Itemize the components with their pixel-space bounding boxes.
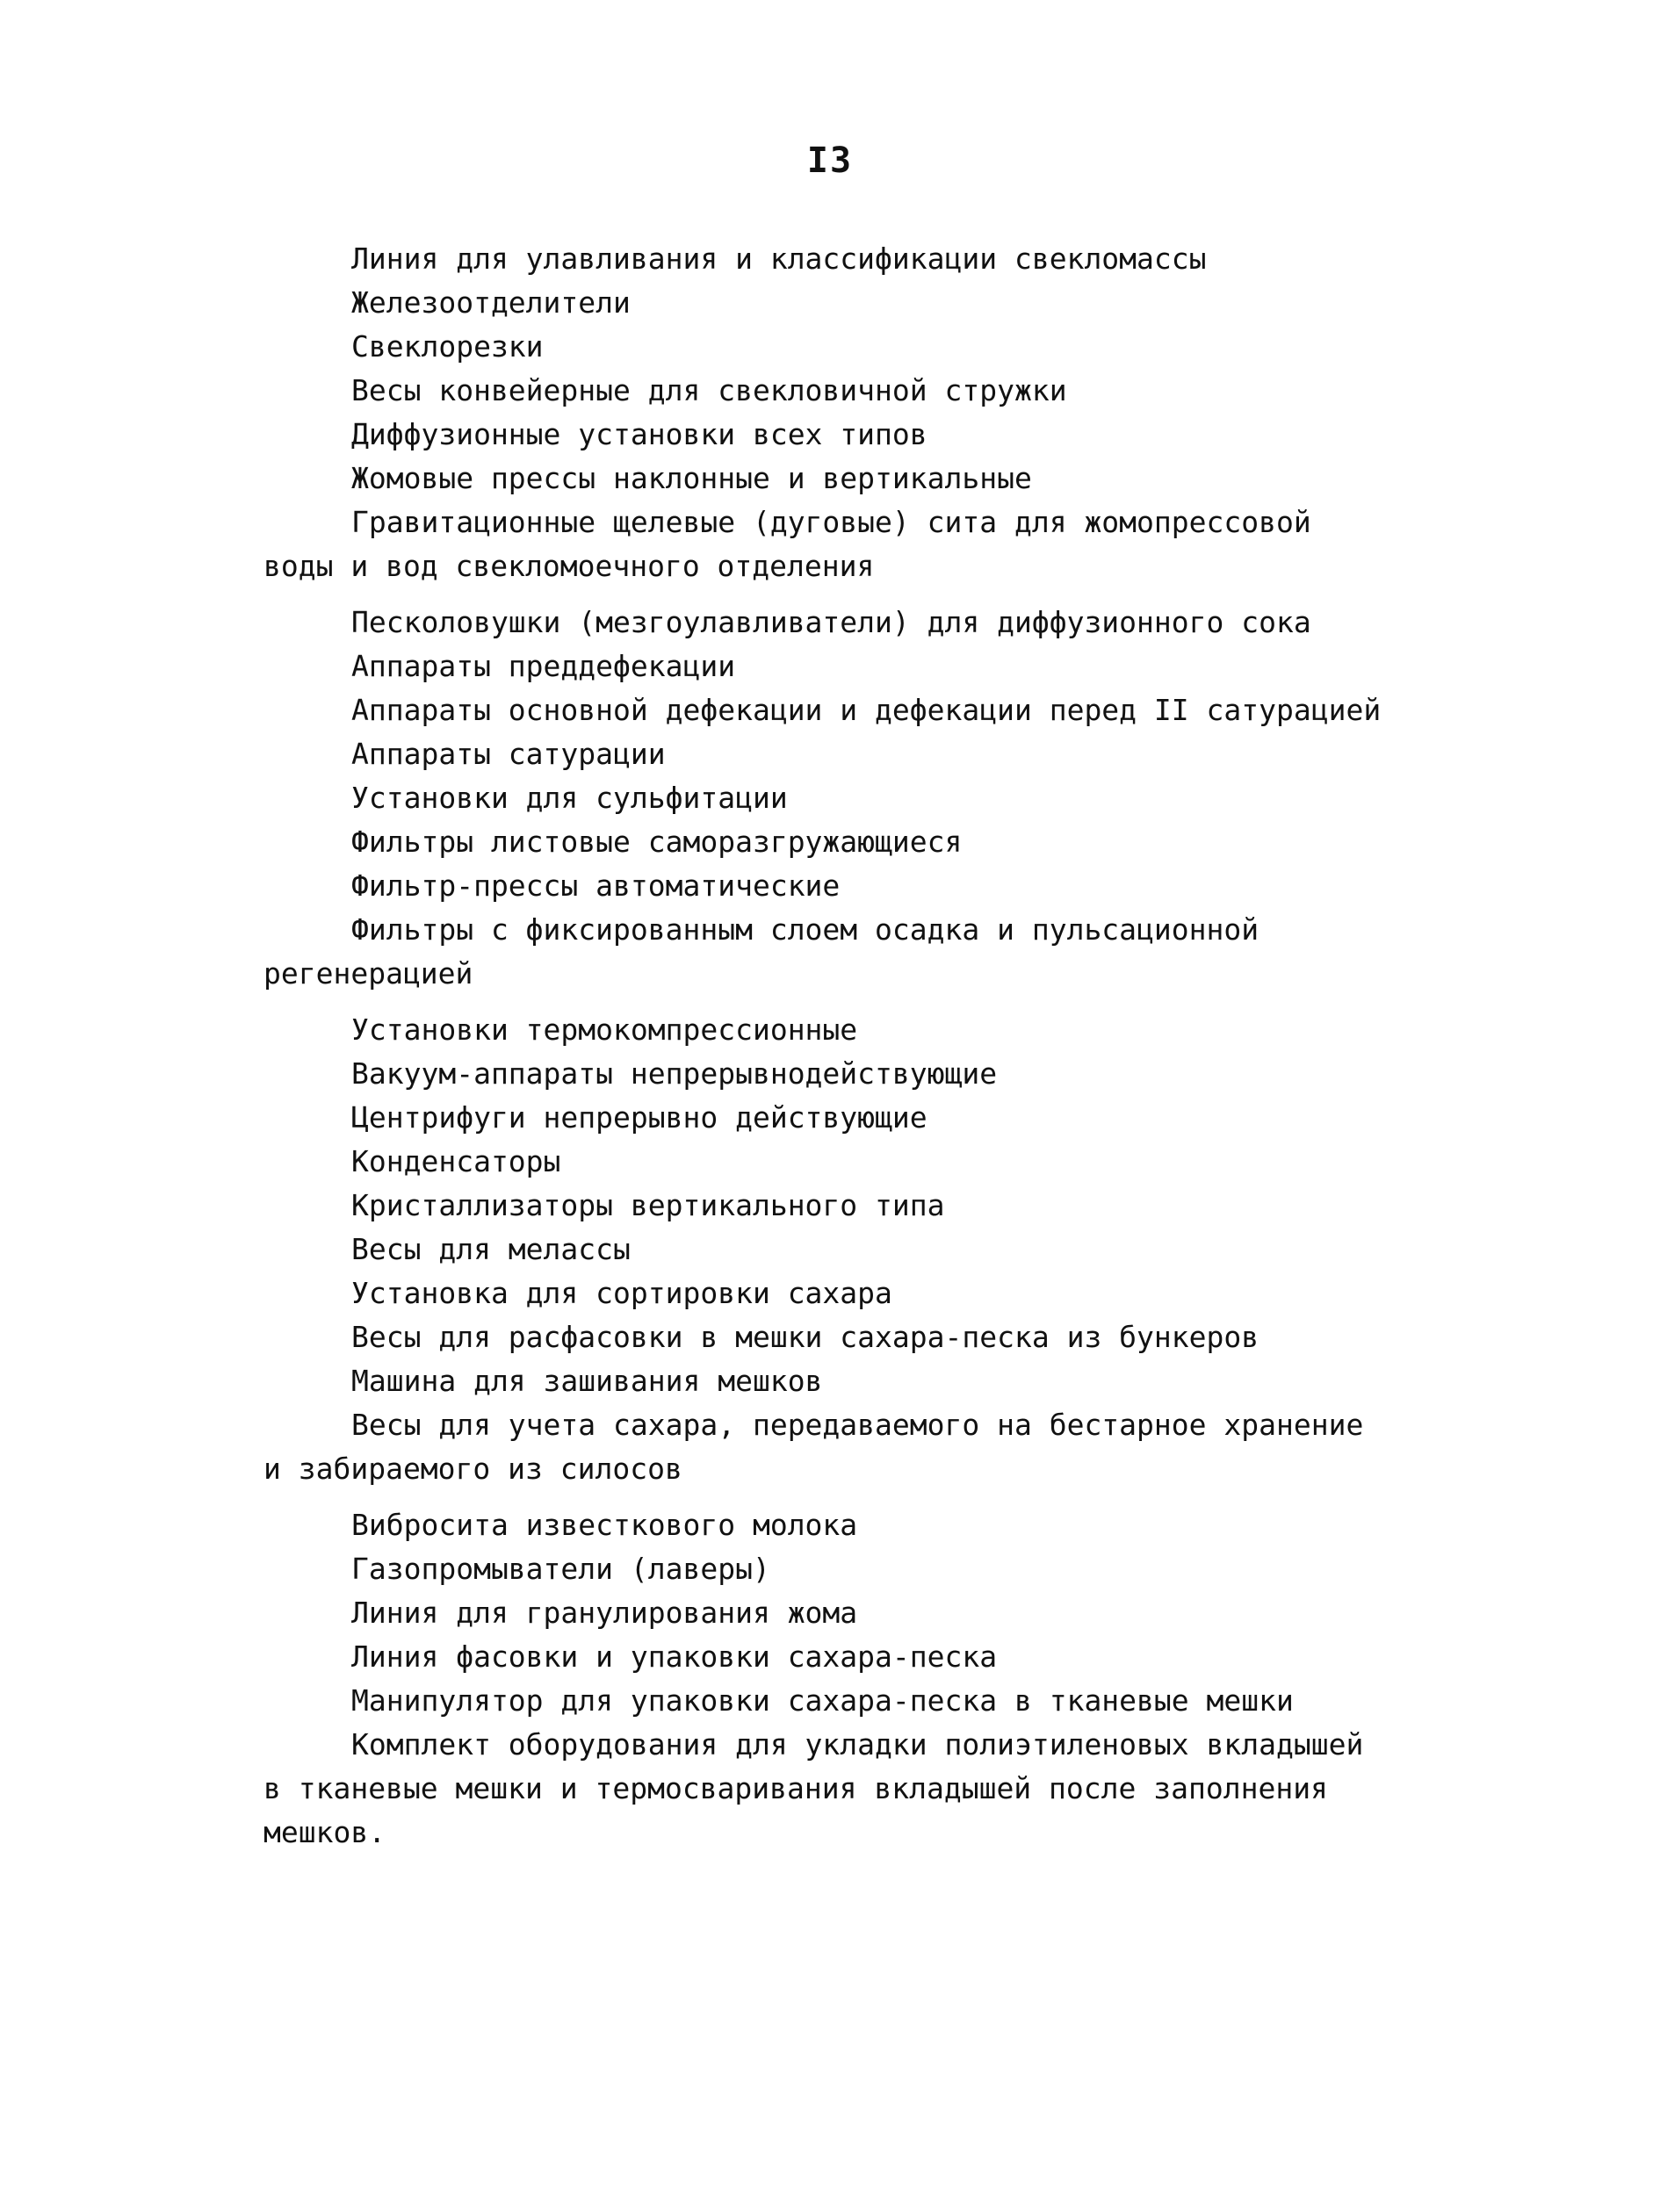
list-item-text: Линия для улавливания и классификации свекломассы bbox=[351, 241, 1207, 276]
list-item bbox=[263, 1723, 1528, 1855]
list-item-text: Аппараты основной дефекации и дефекации перед II сатурацией bbox=[351, 693, 1382, 727]
list-item bbox=[351, 325, 1528, 369]
list-item bbox=[263, 501, 1528, 588]
list-item bbox=[351, 369, 1528, 413]
list-item bbox=[351, 1359, 1528, 1403]
list-item-text: Установки термокомпрессионные bbox=[351, 1012, 858, 1047]
list-item-text: Установка для сортировки сахара bbox=[351, 1276, 892, 1310]
list-item-text: Железоотделители bbox=[351, 285, 631, 320]
list-item bbox=[351, 645, 1528, 688]
list-item-continuation: в тканевые мешки и термосваривания вкладышей после заполнения bbox=[263, 1771, 1328, 1805]
list-item-text: Свеклорезки bbox=[351, 329, 544, 364]
list-item-text: Весы для учета сахара, передаваемого на бестарное хранение bbox=[351, 1408, 1364, 1442]
list-item bbox=[351, 413, 1528, 457]
list-item-text: Жомовые прессы наклонные и вертикальные bbox=[351, 461, 1032, 495]
list-item bbox=[351, 601, 1528, 645]
list-item bbox=[351, 776, 1528, 820]
list-item bbox=[351, 1591, 1528, 1635]
list-item-text: Машина для зашивания мешков bbox=[351, 1364, 823, 1398]
page-number: I3 bbox=[806, 141, 854, 181]
list-item-text: Линия для гранулирования жома bbox=[351, 1596, 858, 1630]
list-item bbox=[351, 820, 1528, 864]
list-item bbox=[351, 1140, 1528, 1184]
list-item-text: Вибросита известкового молока bbox=[351, 1508, 858, 1542]
list-item bbox=[351, 281, 1528, 325]
list-item bbox=[351, 1184, 1528, 1228]
list-item-text: Центрифуги непрерывно действующие bbox=[351, 1100, 927, 1135]
list-item-text: Конденсаторы bbox=[351, 1144, 561, 1178]
list-item-text: Вакуум-аппараты непрерывнодействующие bbox=[351, 1056, 998, 1091]
list-item bbox=[351, 864, 1528, 908]
list-item-text: Гравитационные щелевые (дуговые) сита для жомопрессовой bbox=[351, 505, 1311, 539]
list-item-text: Фильтр-прессы автоматические bbox=[351, 868, 841, 903]
list-item bbox=[351, 237, 1528, 281]
list-item-continuation: мешков. bbox=[263, 1815, 386, 1849]
list-item-continuation: воды и вод свекломоечного отделения bbox=[263, 549, 875, 583]
list-item-text: Фильтры листовые саморазгружающиеся bbox=[351, 825, 963, 859]
list-item bbox=[263, 1403, 1528, 1491]
list-item-text: Фильтры с фиксированным слоем осадка и пульсационной bbox=[351, 912, 1259, 947]
list-item-text: Аппараты преддефекации bbox=[351, 649, 736, 683]
list-item bbox=[351, 688, 1528, 732]
list-item-text: Установки для сульфитации bbox=[351, 781, 788, 815]
list-item-continuation: и забираемого из силосов bbox=[263, 1452, 682, 1486]
list-item bbox=[263, 908, 1528, 996]
list-item bbox=[351, 1635, 1528, 1679]
list-item bbox=[351, 1679, 1528, 1723]
list-item bbox=[351, 1503, 1528, 1547]
list-item-text: Комплект оборудования для укладки полиэтиленовых вкладышей bbox=[351, 1727, 1364, 1762]
list-item bbox=[351, 1272, 1528, 1315]
list-item-text: Линия фасовки и упаковки сахара-песка bbox=[351, 1639, 998, 1674]
list-item bbox=[351, 1547, 1528, 1591]
list-item bbox=[351, 457, 1528, 501]
list-item-text: Диффузионные установки всех типов bbox=[351, 417, 927, 451]
equipment-list bbox=[263, 237, 1528, 1867]
list-item bbox=[351, 1052, 1528, 1096]
list-item-continuation: регенерацией bbox=[263, 956, 473, 991]
list-item bbox=[351, 1096, 1528, 1140]
list-item bbox=[351, 1008, 1528, 1052]
list-item-text: Манипулятор для упаковки сахара-песка в тканевые мешки bbox=[351, 1683, 1294, 1718]
list-item-text: Песколовушки (мезгоулавливатели) для диффузионного сока bbox=[351, 605, 1311, 639]
list-item bbox=[351, 732, 1528, 776]
list-item-text: Аппараты сатурации bbox=[351, 737, 666, 771]
list-item-text: Газопромыватели (лаверы) bbox=[351, 1552, 770, 1586]
list-item-text: Весы для мелассы bbox=[351, 1232, 631, 1266]
list-item-text: Кристаллизаторы вертикального типа bbox=[351, 1188, 945, 1222]
list-item-text: Весы для расфасовки в мешки сахара-песка из бункеров bbox=[351, 1320, 1259, 1354]
list-item bbox=[351, 1315, 1528, 1359]
list-item bbox=[351, 1228, 1528, 1272]
list-item-text: Весы конвейерные для свекловичной стружки bbox=[351, 373, 1067, 407]
